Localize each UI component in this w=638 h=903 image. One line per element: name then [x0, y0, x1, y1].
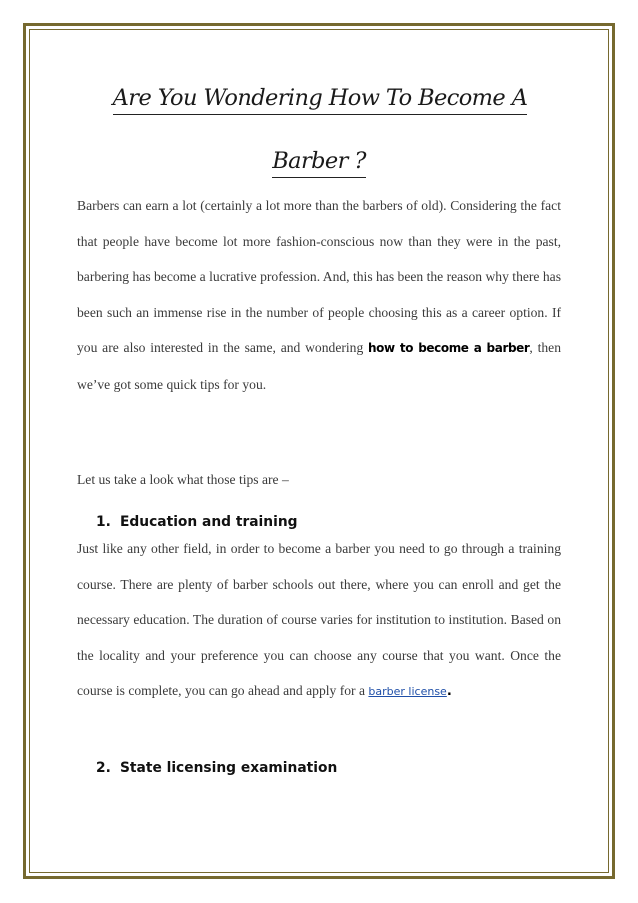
section-number-2: 2. — [96, 760, 111, 776]
barber-license-link[interactable]: barber license — [368, 685, 447, 698]
keyword-highlight: how to become a barber — [368, 341, 530, 355]
section-heading-licensing — [96, 760, 337, 776]
education-text-before: Just like any other field, in order to become a barber you need to go through a training course. There are plenty of barber schools out there, where you can enroll and get the necessary education. The duration of course varies for institution to institution. Based on the locality and your preference you can choose any course that you want. Once the course is complete, you can go ahead and apply for a — [77, 541, 561, 698]
section-number-1: 1. — [96, 514, 111, 530]
intro-paragraph — [77, 188, 561, 402]
document-title-line-2 — [77, 148, 561, 178]
title-text-1: Are You Wondering How To Become A — [113, 85, 528, 115]
section-heading-text-1: Education and training — [120, 514, 298, 530]
education-text-after: . — [446, 684, 452, 699]
lead-in-text: Let us take a look what those tips are – — [77, 472, 289, 487]
document-title-line-1 — [95, 85, 545, 115]
section-heading-text-2: State licensing examination — [120, 760, 338, 776]
intro-text-before: Barbers can earn a lot (certainly a lot more than the barbers of old). Considering the fact that people have become lot more fashion-conscious now than they were in the past, barbering has become a lucrative profession. And, this has been the reason why there has been such an immense rise in the number of people choosing this as a career option. If you are also interested in the same, and wondering — [77, 198, 561, 355]
intro-text-after: , then we’ve got some quick tips for you. — [77, 340, 561, 392]
education-paragraph — [77, 531, 561, 710]
section-heading-education — [96, 514, 298, 530]
title-text-2: Barber ? — [272, 148, 366, 178]
